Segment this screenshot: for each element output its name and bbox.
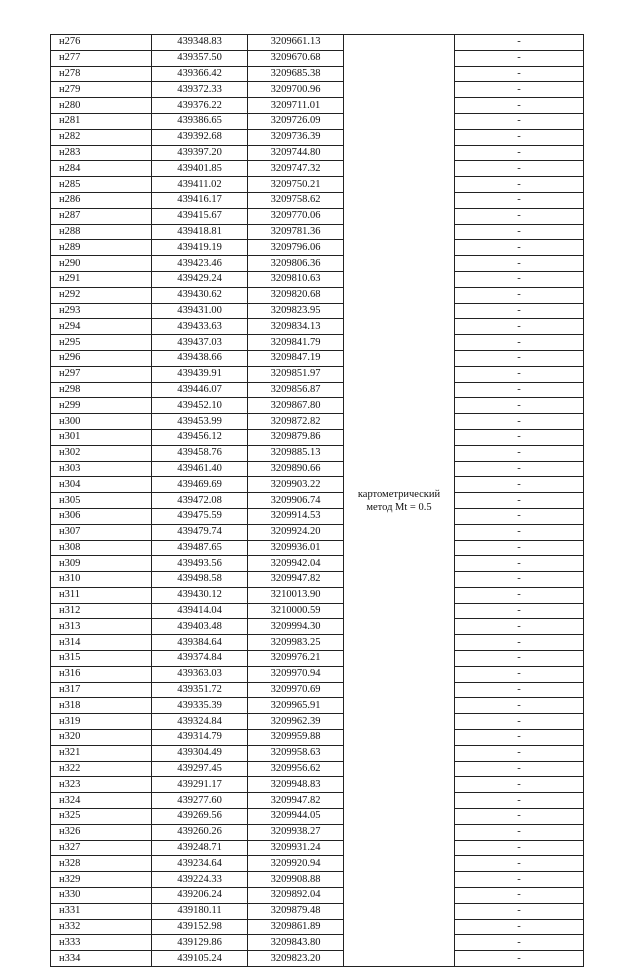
dash-cell: -: [455, 682, 584, 698]
point-id-cell: н313: [51, 619, 152, 635]
y-coordinate-cell: 3209892.04: [248, 888, 344, 904]
x-coordinate-cell: 439439.91: [152, 366, 248, 382]
y-coordinate-cell: 3209914.53: [248, 508, 344, 524]
point-id-cell: н315: [51, 651, 152, 667]
x-coordinate-cell: 439487.65: [152, 540, 248, 556]
table-row: [51, 98, 584, 114]
x-coordinate-cell: 439372.33: [152, 82, 248, 98]
y-coordinate-cell: 3209903.22: [248, 477, 344, 493]
point-id-cell: н319: [51, 714, 152, 730]
point-id-cell: н312: [51, 603, 152, 619]
dash-cell: -: [455, 508, 584, 524]
table-row: [51, 208, 584, 224]
dash-cell: -: [455, 793, 584, 809]
point-id-cell: н277: [51, 50, 152, 66]
table-row: [51, 82, 584, 98]
x-coordinate-cell: 439429.24: [152, 271, 248, 287]
x-coordinate-cell: 439351.72: [152, 682, 248, 698]
x-coordinate-cell: 439403.48: [152, 619, 248, 635]
dash-cell: -: [455, 129, 584, 145]
y-coordinate-cell: 3209851.97: [248, 366, 344, 382]
dash-cell: -: [455, 445, 584, 461]
dash-cell: -: [455, 619, 584, 635]
x-coordinate-cell: 439105.24: [152, 951, 248, 967]
y-coordinate-cell: 3209856.87: [248, 382, 344, 398]
y-coordinate-cell: 3209936.01: [248, 540, 344, 556]
dash-cell: -: [455, 824, 584, 840]
y-coordinate-cell: 3209810.63: [248, 271, 344, 287]
table-row: [51, 271, 584, 287]
y-coordinate-cell: 3209924.20: [248, 524, 344, 540]
x-coordinate-cell: 439224.33: [152, 872, 248, 888]
dash-cell: -: [455, 256, 584, 272]
point-id-cell: н330: [51, 888, 152, 904]
dash-cell: -: [455, 540, 584, 556]
table-row: [51, 635, 584, 651]
x-coordinate-cell: 439248.71: [152, 840, 248, 856]
table-row: [51, 888, 584, 904]
dash-cell: -: [455, 414, 584, 430]
table-row: [51, 809, 584, 825]
y-coordinate-cell: 3209820.68: [248, 287, 344, 303]
y-coordinate-cell: 3209843.80: [248, 935, 344, 951]
x-coordinate-cell: 439260.26: [152, 824, 248, 840]
y-coordinate-cell: 3209879.48: [248, 903, 344, 919]
y-coordinate-cell: 3209781.36: [248, 224, 344, 240]
dash-cell: -: [455, 651, 584, 667]
table-row: [51, 335, 584, 351]
y-coordinate-cell: 3209983.25: [248, 635, 344, 651]
dash-cell: -: [455, 113, 584, 129]
point-id-cell: н303: [51, 461, 152, 477]
table-row: [51, 50, 584, 66]
x-coordinate-cell: 439430.62: [152, 287, 248, 303]
point-id-cell: н329: [51, 872, 152, 888]
point-id-cell: н280: [51, 98, 152, 114]
table-row: [51, 872, 584, 888]
table-row: [51, 477, 584, 493]
dash-cell: -: [455, 335, 584, 351]
dash-cell: -: [455, 477, 584, 493]
dash-cell: -: [455, 303, 584, 319]
x-coordinate-cell: 439297.45: [152, 761, 248, 777]
table-row: [51, 113, 584, 129]
y-coordinate-cell: 3209956.62: [248, 761, 344, 777]
x-coordinate-cell: 439324.84: [152, 714, 248, 730]
y-coordinate-cell: 3209994.30: [248, 619, 344, 635]
y-coordinate-cell: 3209872.82: [248, 414, 344, 430]
dash-cell: -: [455, 714, 584, 730]
x-coordinate-cell: 439415.67: [152, 208, 248, 224]
y-coordinate-cell: 3209834.13: [248, 319, 344, 335]
point-id-cell: н289: [51, 240, 152, 256]
x-coordinate-cell: 439314.79: [152, 730, 248, 746]
y-coordinate-cell: 3209958.63: [248, 745, 344, 761]
point-id-cell: н283: [51, 145, 152, 161]
dash-cell: -: [455, 919, 584, 935]
x-coordinate-cell: 439416.17: [152, 192, 248, 208]
x-coordinate-cell: 439431.00: [152, 303, 248, 319]
dash-cell: -: [455, 429, 584, 445]
point-id-cell: н317: [51, 682, 152, 698]
x-coordinate-cell: 439180.11: [152, 903, 248, 919]
x-coordinate-cell: 439386.65: [152, 113, 248, 129]
table-row: [51, 793, 584, 809]
y-coordinate-cell: 3209942.04: [248, 556, 344, 572]
x-coordinate-cell: 439498.58: [152, 572, 248, 588]
table-row: [51, 824, 584, 840]
point-id-cell: н307: [51, 524, 152, 540]
dash-cell: -: [455, 177, 584, 193]
y-coordinate-cell: 3209750.21: [248, 177, 344, 193]
point-id-cell: н331: [51, 903, 152, 919]
dash-cell: -: [455, 888, 584, 904]
dash-cell: -: [455, 856, 584, 872]
y-coordinate-cell: 3209938.27: [248, 824, 344, 840]
table-row: [51, 192, 584, 208]
table-row: [51, 350, 584, 366]
point-id-cell: н296: [51, 350, 152, 366]
dash-cell: -: [455, 240, 584, 256]
x-coordinate-cell: 439411.02: [152, 177, 248, 193]
x-coordinate-cell: 439461.40: [152, 461, 248, 477]
dash-cell: -: [455, 730, 584, 746]
x-coordinate-cell: 439363.03: [152, 666, 248, 682]
point-id-cell: н311: [51, 587, 152, 603]
coordinates-table: [50, 34, 584, 967]
point-id-cell: н305: [51, 493, 152, 509]
point-id-cell: н325: [51, 809, 152, 825]
table-row: [51, 303, 584, 319]
table-row: [51, 524, 584, 540]
point-id-cell: н322: [51, 761, 152, 777]
dash-cell: -: [455, 761, 584, 777]
table-row: [51, 287, 584, 303]
dash-cell: -: [455, 224, 584, 240]
dash-cell: -: [455, 777, 584, 793]
y-coordinate-cell: 3209879.86: [248, 429, 344, 445]
x-coordinate-cell: 439291.17: [152, 777, 248, 793]
x-coordinate-cell: 439452.10: [152, 398, 248, 414]
x-coordinate-cell: 439269.56: [152, 809, 248, 825]
x-coordinate-cell: 439277.60: [152, 793, 248, 809]
y-coordinate-cell: 3209965.91: [248, 698, 344, 714]
y-coordinate-cell: 3209947.82: [248, 572, 344, 588]
point-id-cell: н310: [51, 572, 152, 588]
dash-cell: -: [455, 572, 584, 588]
y-coordinate-cell: 3209847.19: [248, 350, 344, 366]
point-id-cell: н324: [51, 793, 152, 809]
table-row: [51, 951, 584, 967]
dash-cell: -: [455, 366, 584, 382]
dash-cell: -: [455, 35, 584, 51]
point-id-cell: н323: [51, 777, 152, 793]
point-id-cell: н279: [51, 82, 152, 98]
table-row: [51, 161, 584, 177]
table-row: [51, 619, 584, 635]
point-id-cell: н276: [51, 35, 152, 51]
table-row: [51, 682, 584, 698]
table-row: [51, 777, 584, 793]
table-row: [51, 319, 584, 335]
method-cell: картометрический метод Mt = 0.5: [344, 35, 455, 967]
table-row: [51, 919, 584, 935]
table-row: [51, 761, 584, 777]
table-row: [51, 224, 584, 240]
point-id-cell: н302: [51, 445, 152, 461]
dash-cell: -: [455, 556, 584, 572]
x-coordinate-cell: 439469.69: [152, 477, 248, 493]
y-coordinate-cell: 3209962.39: [248, 714, 344, 730]
point-id-cell: н295: [51, 335, 152, 351]
y-coordinate-cell: 3209823.95: [248, 303, 344, 319]
x-coordinate-cell: 439152.98: [152, 919, 248, 935]
x-coordinate-cell: 439374.84: [152, 651, 248, 667]
x-coordinate-cell: 439493.56: [152, 556, 248, 572]
point-id-cell: н332: [51, 919, 152, 935]
table-row: [51, 429, 584, 445]
x-coordinate-cell: 439453.99: [152, 414, 248, 430]
point-id-cell: н281: [51, 113, 152, 129]
dash-cell: -: [455, 903, 584, 919]
x-coordinate-cell: 439423.46: [152, 256, 248, 272]
dash-cell: -: [455, 461, 584, 477]
point-id-cell: н309: [51, 556, 152, 572]
x-coordinate-cell: 439433.63: [152, 319, 248, 335]
x-coordinate-cell: 439418.81: [152, 224, 248, 240]
y-coordinate-cell: 3209970.69: [248, 682, 344, 698]
table-row: [51, 651, 584, 667]
y-coordinate-cell: 3209885.13: [248, 445, 344, 461]
y-coordinate-cell: 3209823.20: [248, 951, 344, 967]
dash-cell: -: [455, 192, 584, 208]
point-id-cell: н321: [51, 745, 152, 761]
x-coordinate-cell: 439384.64: [152, 635, 248, 651]
point-id-cell: н294: [51, 319, 152, 335]
y-coordinate-cell: 3209711.01: [248, 98, 344, 114]
table-row: [51, 745, 584, 761]
y-coordinate-cell: 3209661.13: [248, 35, 344, 51]
x-coordinate-cell: 439206.24: [152, 888, 248, 904]
point-id-cell: н300: [51, 414, 152, 430]
table-row: [51, 714, 584, 730]
point-id-cell: н306: [51, 508, 152, 524]
y-coordinate-cell: 3209906.74: [248, 493, 344, 509]
dash-cell: -: [455, 319, 584, 335]
table-row: [51, 145, 584, 161]
y-coordinate-cell: 3209796.06: [248, 240, 344, 256]
table-row: [51, 398, 584, 414]
x-coordinate-cell: 439129.86: [152, 935, 248, 951]
x-coordinate-cell: 439234.64: [152, 856, 248, 872]
y-coordinate-cell: 3209867.80: [248, 398, 344, 414]
x-coordinate-cell: 439357.50: [152, 50, 248, 66]
dash-cell: -: [455, 872, 584, 888]
point-id-cell: н288: [51, 224, 152, 240]
dash-cell: -: [455, 82, 584, 98]
point-id-cell: н297: [51, 366, 152, 382]
x-coordinate-cell: 439304.49: [152, 745, 248, 761]
table-row: [51, 445, 584, 461]
table-row: [51, 572, 584, 588]
point-id-cell: н316: [51, 666, 152, 682]
point-id-cell: н293: [51, 303, 152, 319]
x-coordinate-cell: 439376.22: [152, 98, 248, 114]
x-coordinate-cell: 439419.19: [152, 240, 248, 256]
dash-cell: -: [455, 287, 584, 303]
dash-cell: -: [455, 493, 584, 509]
point-id-cell: н334: [51, 951, 152, 967]
point-id-cell: н284: [51, 161, 152, 177]
dash-cell: -: [455, 698, 584, 714]
table-row: [51, 35, 584, 51]
y-coordinate-cell: 3209970.94: [248, 666, 344, 682]
y-coordinate-cell: 3209931.24: [248, 840, 344, 856]
x-coordinate-cell: 439335.39: [152, 698, 248, 714]
table-row: [51, 666, 584, 682]
point-id-cell: н328: [51, 856, 152, 872]
x-coordinate-cell: 439348.83: [152, 35, 248, 51]
x-coordinate-cell: 439401.85: [152, 161, 248, 177]
table-row: [51, 177, 584, 193]
point-id-cell: н299: [51, 398, 152, 414]
dash-cell: -: [455, 666, 584, 682]
point-id-cell: н298: [51, 382, 152, 398]
point-id-cell: н285: [51, 177, 152, 193]
table-row: [51, 856, 584, 872]
y-coordinate-cell: 3209948.83: [248, 777, 344, 793]
x-coordinate-cell: 439392.68: [152, 129, 248, 145]
table-row: [51, 840, 584, 856]
point-id-cell: н320: [51, 730, 152, 746]
dash-cell: -: [455, 350, 584, 366]
table-row: [51, 129, 584, 145]
point-id-cell: н290: [51, 256, 152, 272]
y-coordinate-cell: 3209670.68: [248, 50, 344, 66]
dash-cell: -: [455, 271, 584, 287]
y-coordinate-cell: 3209758.62: [248, 192, 344, 208]
y-coordinate-cell: 3209841.79: [248, 335, 344, 351]
y-coordinate-cell: 3209861.89: [248, 919, 344, 935]
table-row: [51, 66, 584, 82]
y-coordinate-cell: 3209736.39: [248, 129, 344, 145]
table-row: [51, 903, 584, 919]
table-row: [51, 493, 584, 509]
y-coordinate-cell: 3209890.66: [248, 461, 344, 477]
point-id-cell: н278: [51, 66, 152, 82]
table-row: [51, 240, 584, 256]
x-coordinate-cell: 439397.20: [152, 145, 248, 161]
table-row: [51, 382, 584, 398]
y-coordinate-cell: 3209920.94: [248, 856, 344, 872]
y-coordinate-cell: 3209976.21: [248, 651, 344, 667]
x-coordinate-cell: 439446.07: [152, 382, 248, 398]
table-row: [51, 508, 584, 524]
dash-cell: -: [455, 161, 584, 177]
x-coordinate-cell: 439414.04: [152, 603, 248, 619]
y-coordinate-cell: 3210000.59: [248, 603, 344, 619]
table-row: [51, 935, 584, 951]
x-coordinate-cell: 439366.42: [152, 66, 248, 82]
x-coordinate-cell: 439475.59: [152, 508, 248, 524]
y-coordinate-cell: 3209700.96: [248, 82, 344, 98]
dash-cell: -: [455, 951, 584, 967]
y-coordinate-cell: 3210013.90: [248, 587, 344, 603]
table-row: [51, 414, 584, 430]
table-row: [51, 540, 584, 556]
y-coordinate-cell: 3209944.05: [248, 809, 344, 825]
point-id-cell: н291: [51, 271, 152, 287]
dash-cell: -: [455, 635, 584, 651]
dash-cell: -: [455, 398, 584, 414]
dash-cell: -: [455, 840, 584, 856]
dash-cell: -: [455, 208, 584, 224]
y-coordinate-cell: 3209947.82: [248, 793, 344, 809]
x-coordinate-cell: 439479.74: [152, 524, 248, 540]
dash-cell: -: [455, 603, 584, 619]
table-row: [51, 366, 584, 382]
dash-cell: -: [455, 98, 584, 114]
y-coordinate-cell: 3209959.88: [248, 730, 344, 746]
x-coordinate-cell: 439437.03: [152, 335, 248, 351]
table-row: [51, 730, 584, 746]
point-id-cell: н308: [51, 540, 152, 556]
table-row: [51, 603, 584, 619]
point-id-cell: н287: [51, 208, 152, 224]
y-coordinate-cell: 3209685.38: [248, 66, 344, 82]
dash-cell: -: [455, 382, 584, 398]
point-id-cell: н326: [51, 824, 152, 840]
table-row: [51, 556, 584, 572]
point-id-cell: н327: [51, 840, 152, 856]
point-id-cell: н318: [51, 698, 152, 714]
y-coordinate-cell: 3209744.80: [248, 145, 344, 161]
point-id-cell: н333: [51, 935, 152, 951]
table-row: [51, 698, 584, 714]
dash-cell: -: [455, 50, 584, 66]
point-id-cell: н292: [51, 287, 152, 303]
y-coordinate-cell: 3209747.32: [248, 161, 344, 177]
x-coordinate-cell: 439472.08: [152, 493, 248, 509]
point-id-cell: н304: [51, 477, 152, 493]
dash-cell: -: [455, 66, 584, 82]
dash-cell: -: [455, 745, 584, 761]
y-coordinate-cell: 3209806.36: [248, 256, 344, 272]
dash-cell: -: [455, 587, 584, 603]
point-id-cell: н301: [51, 429, 152, 445]
y-coordinate-cell: 3209726.09: [248, 113, 344, 129]
y-coordinate-cell: 3209770.06: [248, 208, 344, 224]
coordinates-table-body: [51, 35, 584, 967]
y-coordinate-cell: 3209908.88: [248, 872, 344, 888]
dash-cell: -: [455, 935, 584, 951]
dash-cell: -: [455, 524, 584, 540]
table-row: [51, 461, 584, 477]
x-coordinate-cell: 439456.12: [152, 429, 248, 445]
x-coordinate-cell: 439438.66: [152, 350, 248, 366]
dash-cell: -: [455, 809, 584, 825]
point-id-cell: н314: [51, 635, 152, 651]
dash-cell: -: [455, 145, 584, 161]
point-id-cell: н282: [51, 129, 152, 145]
table-row: [51, 587, 584, 603]
point-id-cell: н286: [51, 192, 152, 208]
x-coordinate-cell: 439458.76: [152, 445, 248, 461]
table-row: [51, 256, 584, 272]
x-coordinate-cell: 439430.12: [152, 587, 248, 603]
